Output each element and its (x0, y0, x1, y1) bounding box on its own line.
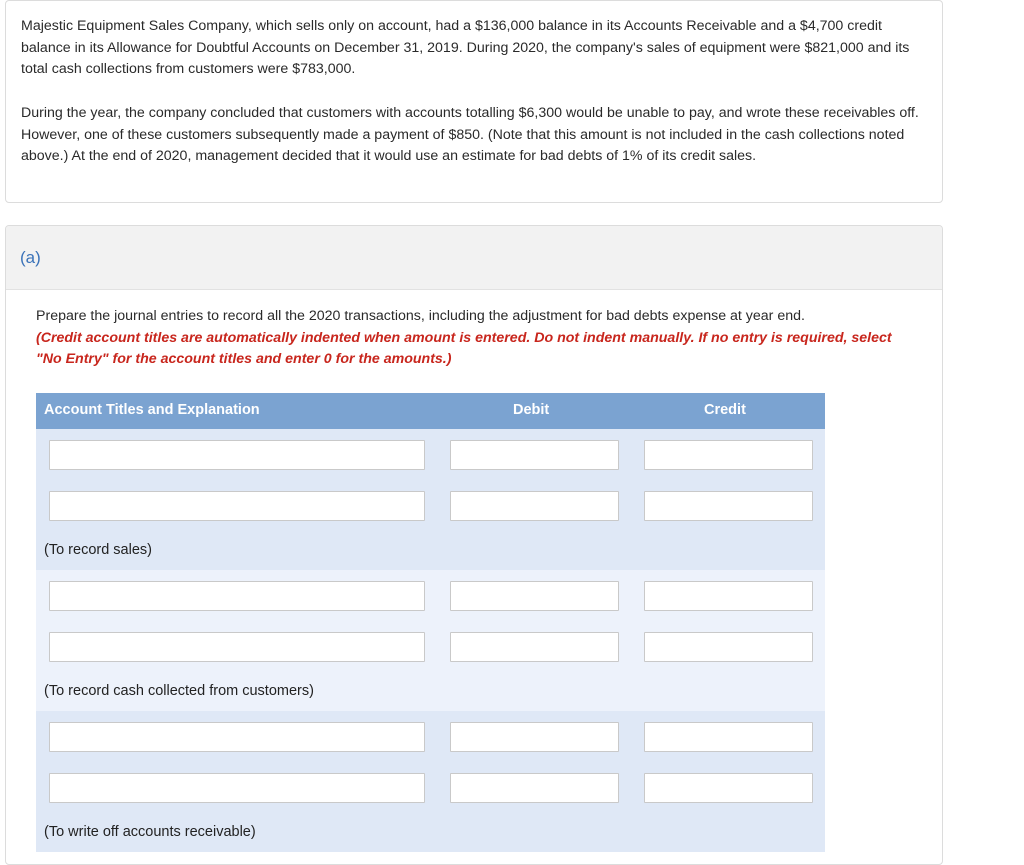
problem-statement-card (5, 0, 943, 203)
debit-input[interactable] (450, 773, 619, 803)
account-title-input[interactable] (49, 491, 425, 521)
account-title-input[interactable] (49, 581, 425, 611)
problem-paragraph-1: Majestic Equipment Sales Company, which sells only on account, had a $136,000 balance in its Accounts Receivable and a $4,700 credit balance in its Allowance for Doubtful Accounts on December 31, 2019. During 2020, the company's sales of equipment were $821,000 and its total cash collections from customers were $783,000. (21, 18, 910, 77)
debit-input[interactable] (450, 440, 619, 470)
header-credit: Credit (704, 402, 746, 418)
credit-input[interactable] (644, 491, 813, 521)
instruction-note: (Credit account titles are automatically indented when amount is entered. Do not indent manually. If no entry is required, select "No Entry" for the account titles and enter 0 for the amounts.) (36, 329, 892, 367)
debit-input[interactable] (450, 581, 619, 611)
credit-input[interactable] (644, 440, 813, 470)
debit-input[interactable] (450, 632, 619, 662)
debit-input[interactable] (450, 491, 619, 521)
journal-entry-cash-collected (36, 570, 825, 711)
debit-input[interactable] (450, 722, 619, 752)
account-title-input[interactable] (49, 773, 425, 803)
journal-entry-write-off (36, 711, 825, 852)
instructions (36, 306, 916, 371)
part-a-card (5, 225, 943, 865)
instruction-text: Prepare the journal entries to record all the 2020 transactions, including the adjustment for bad debts expense at year end. (36, 308, 805, 324)
part-a-header (6, 226, 942, 290)
credit-input[interactable] (644, 773, 813, 803)
header-debit: Debit (513, 402, 550, 418)
journal-entry-table (36, 393, 825, 852)
credit-input[interactable] (644, 581, 813, 611)
account-title-input[interactable] (49, 440, 425, 470)
journal-entry-sales (36, 429, 825, 570)
credit-input[interactable] (644, 722, 813, 752)
entry-memo: (To write off accounts receivable) (44, 824, 256, 840)
problem-paragraph-2: During the year, the company concluded that customers with accounts totalling $6,300 would be unable to pay, and wrote these receivables off. However, one of these customers subsequently made a payment of $850. (Note that this amount is not included in the cash collections noted above.) At the end of 2020, management decided that it would use an estimate for bad debts of 1% of its credit sales. (21, 105, 919, 164)
journal-header (36, 393, 825, 429)
part-label: (a) (20, 248, 41, 267)
account-title-input[interactable] (49, 632, 425, 662)
entry-memo: (To record sales) (44, 542, 152, 558)
entry-memo: (To record cash collected from customers) (44, 683, 314, 699)
account-title-input[interactable] (49, 722, 425, 752)
credit-input[interactable] (644, 632, 813, 662)
header-account-titles: Account Titles and Explanation (44, 402, 260, 418)
